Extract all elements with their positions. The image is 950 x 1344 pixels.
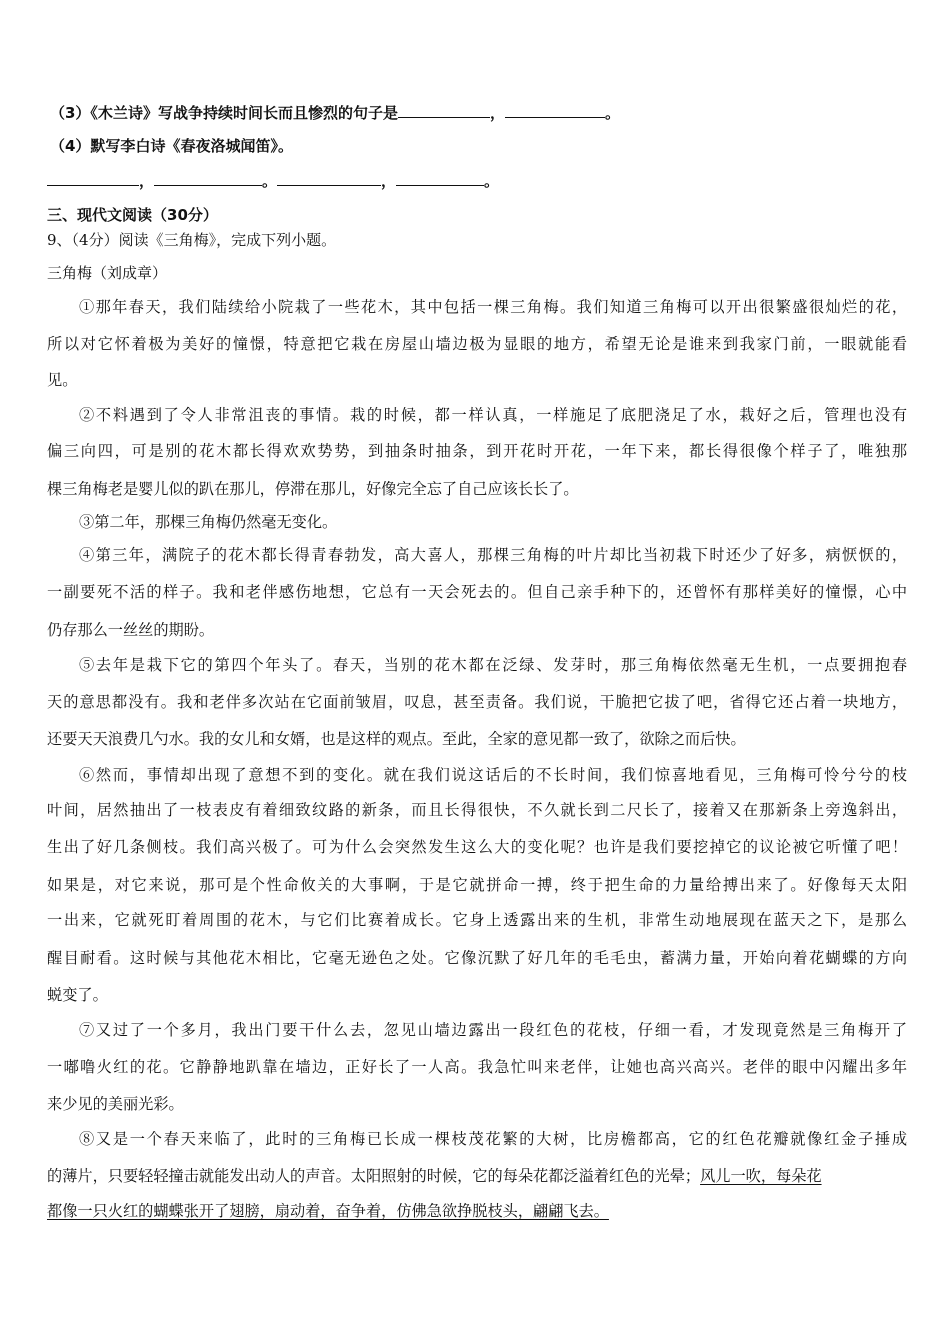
question-4-answer-line <box>47 171 499 191</box>
question-3-text: （3）《木兰诗》写战争持续时间长而且惨烈的句子是 <box>50 104 398 122</box>
question-4-sep-2: 。 <box>262 172 278 190</box>
paragraph-3-line: ③第二年，那棵三角梅仍然毫无变化。 <box>79 513 338 531</box>
paragraph-5-line: 还要天天浪费几勺水。我的女儿和女婿，也是这样的观点。至此，全家的意见都一致了，欲除之而后快。 <box>47 730 746 748</box>
paragraph-8-line: ⑧又是一个春天来临了，此时的三角梅已长成一棵枝茂花繁的大树，比房檐都高，它的红色花瓣就像红金子捶成 <box>79 1130 907 1148</box>
paragraph-6-line: 蜕变了。 <box>47 986 108 1004</box>
question-4-end: 。 <box>484 172 500 190</box>
question-3-end: 。 <box>604 104 620 122</box>
paragraph-4-line: ④第三年，满院子的花木都长得青春勃发，高大喜人，那棵三角梅的叶片却比当初栽下时还少了好多，病恹恹的， <box>79 546 907 564</box>
paragraph-8-text: 的薄片，只要轻轻撞击就能发出动人的声音。太阳照射的时候，它的每朵花都泛溢着红色的光晕； <box>47 1167 701 1185</box>
paragraph-6-line: 醒目耐看。这时候与其他花木相比，它毫无逊色之处。它像沉默了好几年的毛毛虫，蓄满力量，开始向着花蝴蝶的方向 <box>47 949 907 967</box>
answer-blank-1[interactable] <box>398 103 490 118</box>
question-4-sep-1: ， <box>139 172 155 190</box>
paragraph-5-line: ⑤去年是栽下它的第四个年头了。春天，当别的花木都在泛绿、发芽时，那三角梅依然毫无生机，一点要拥抱春 <box>79 656 907 674</box>
answer-blank-6[interactable] <box>396 171 484 186</box>
paragraph-7-line: 来少见的美丽光彩。 <box>47 1095 184 1113</box>
answer-blank-2[interactable] <box>505 103 605 118</box>
underlined-sentence: 风儿一吹，每朵花 <box>700 1167 822 1185</box>
paragraph-1-line: 见。 <box>47 371 78 389</box>
question-4-sep-3: ， <box>381 172 397 190</box>
paragraph-6-line: 如果是，对它来说，那可是个性命攸关的大事啊，于是它就拼命一搏，终于把生命的力量给搏出来了。好像每天太阳 <box>47 876 907 894</box>
paragraph-8-line <box>47 1166 907 1186</box>
paragraph-2-line: 棵三角梅老是婴儿似的趴在那儿，停滞在那儿，好像完全忘了自己应该长长了。 <box>47 480 579 498</box>
paragraph-7-line: 一嘟噜火红的花。它静静地趴靠在墙边，正好长了一人高。我急忙叫来老伴，让她也高兴高兴。老伴的眼中闪耀出多年 <box>47 1058 907 1076</box>
paragraph-6-line: ⑥然而，事情却出现了意想不到的变化。就在我们说这话后的不长时间，我们惊喜地看见，三角梅可怜兮兮的枝 <box>79 766 907 784</box>
answer-blank-5[interactable] <box>277 171 381 186</box>
question-4 <box>50 136 293 156</box>
paragraph-8-line <box>47 1201 907 1221</box>
article-title: 三角梅（刘成章） <box>47 264 168 282</box>
answer-blank-3[interactable] <box>47 171 139 186</box>
answer-blank-4[interactable] <box>154 171 262 186</box>
paragraph-2-line: 偏三向四，可是别的花木都长得欢欢势势，到抽条时抽条，到开花时开花，一年下来，都长得很像个样子了，唯独那 <box>47 442 907 460</box>
question-4-text: （4）默写李白诗《春夜洛城闻笛》。 <box>50 137 293 155</box>
question-3 <box>50 103 620 123</box>
paragraph-1-line: ①那年春天，我们陆续给小院栽了一些花木，其中包括一棵三角梅。我们知道三角梅可以开出很繁盛很灿烂的花， <box>79 298 907 316</box>
paragraph-2-line: ②不料遇到了令人非常沮丧的事情。栽的时候，都一样认真，一样施足了底肥浇足了水，栽好之后，管理也没有 <box>79 406 907 424</box>
question-3-separator: ， <box>489 104 505 122</box>
paragraph-6-line: 生出了好几条侧枝。我们高兴极了。可为什么会突然发生这么大的变化呢？也许是我们要挖掉它的议论被它听懂了吧！ <box>47 838 907 856</box>
paragraph-6-line: 一出来，它就死盯着周围的花木，与它们比赛着成长。它身上透露出来的生机，非常生动地展现在蓝天之下，是那么 <box>47 911 907 929</box>
question-9-text: 9、（4分）阅读《三角梅》，完成下列小题。 <box>47 231 337 249</box>
section-title: 三、现代文阅读（30分） <box>47 206 218 224</box>
paragraph-5-line: 天的意思都没有。我和老伴多次站在它面前皱眉，叹息，甚至责备。我们说，干脆把它拔了吧，省得它还占着一块地方， <box>47 693 907 711</box>
paragraph-4-line: 一副要死不活的样子。我和老伴感伤地想，它总有一天会死去的。但自己亲手种下的，还曾怀有那样美好的憧憬，心中 <box>47 583 907 601</box>
paragraph-1-line: 所以对它怀着极为美好的憧憬，特意把它栽在房屋山墙边极为显眼的地方，希望无论是谁来到我家门前，一眼就能看 <box>47 335 907 353</box>
paragraph-4-line: 仍存那么一丝丝的期盼。 <box>47 621 215 639</box>
paragraph-7-line: ⑦又过了一个多月，我出门要干什么去，忽见山墙边露出一段红色的花枝，仔细一看，才发现竟然是三角梅开了 <box>79 1021 907 1039</box>
underlined-sentence: 都像一只火红的蝴蝶张开了翅膀，扇动着，奋争着，仿佛急欲挣脱枝头，翩翩飞去。 <box>47 1202 609 1220</box>
paragraph-6-line: 叶间，居然抽出了一枝表皮有着细致纹路的新条，而且长得很快，不久就长到二尺长了，接着又在那新条上旁逸斜出， <box>47 801 907 819</box>
